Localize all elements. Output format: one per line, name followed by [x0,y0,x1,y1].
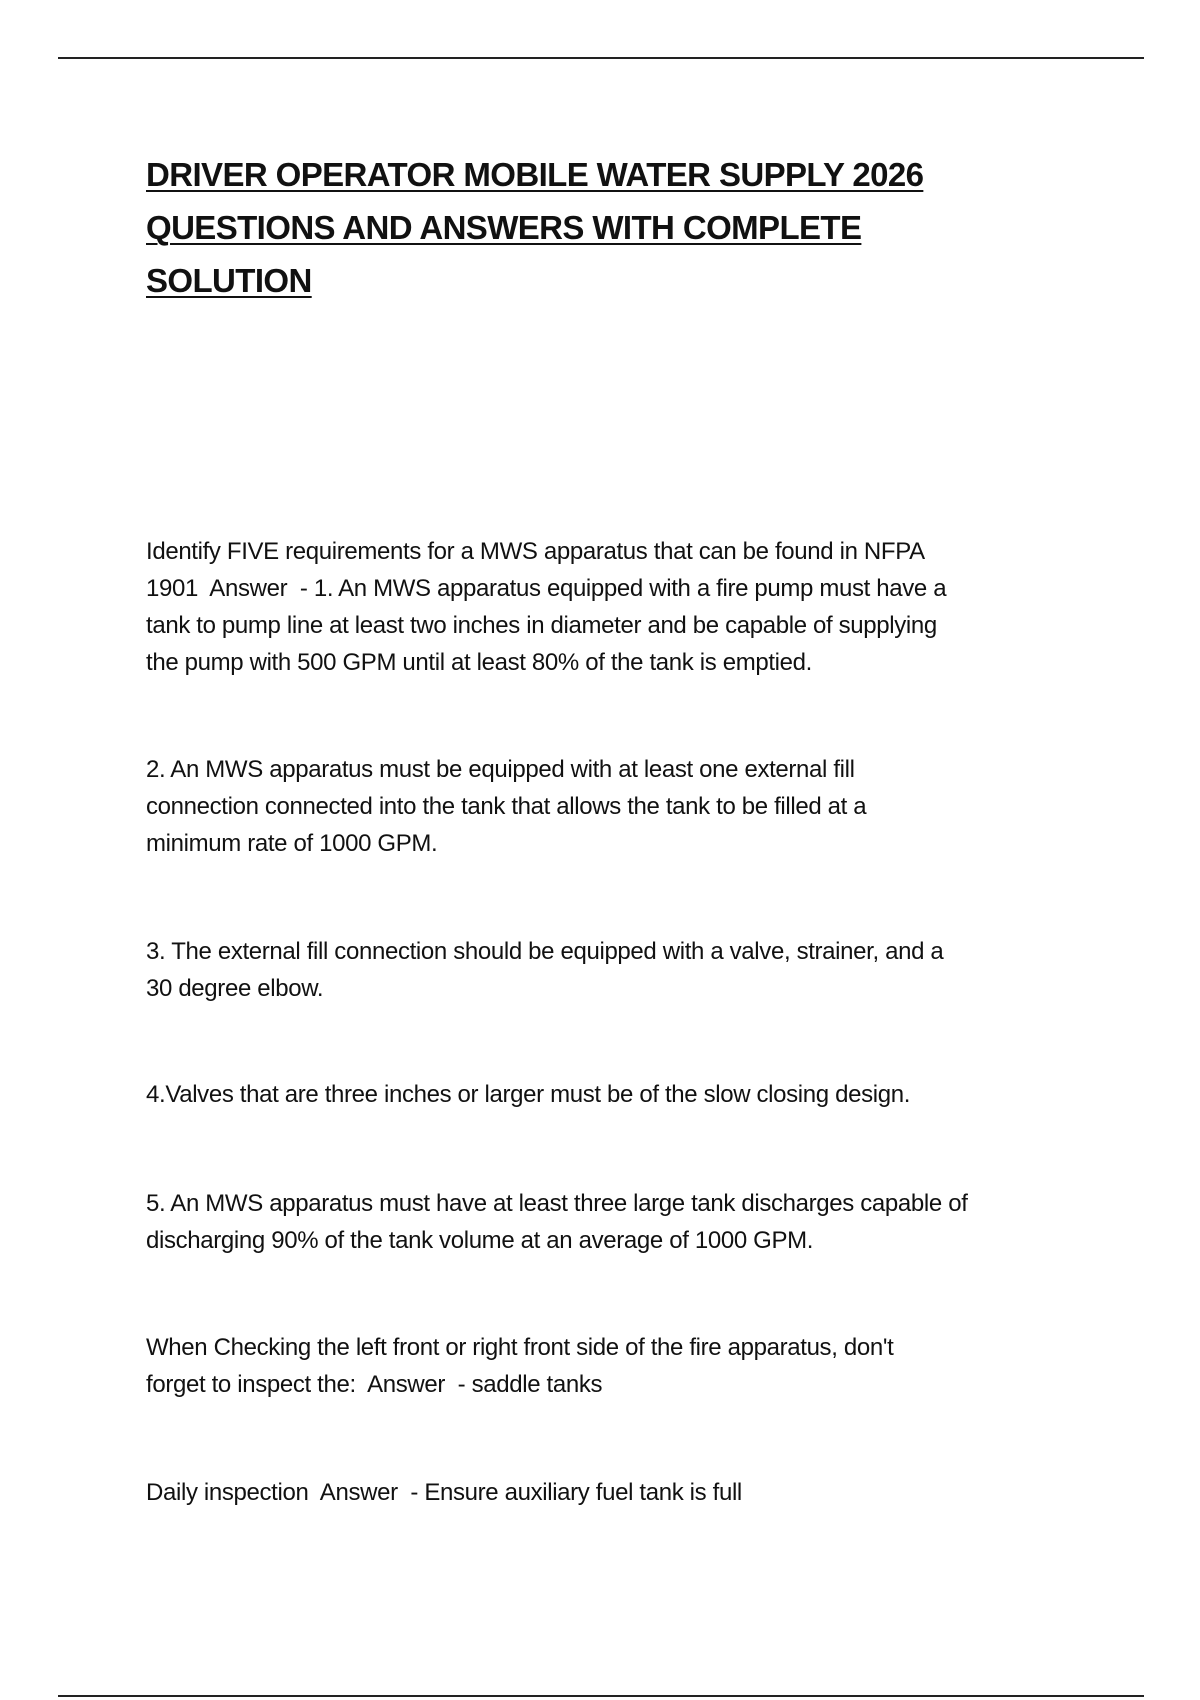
text-line: forget to inspect the: Answer - saddle tanks [146,1371,603,1398]
title-line: DRIVER OPERATOR MOBILE WATER SUPPLY 2026 [146,156,924,193]
title-line: SOLUTION [146,262,312,299]
text-line: the pump with 500 GPM until at least 80% of the tank is emptied. [146,649,812,676]
text-line: 4.Valves that are three inches or larger must be of the slow closing design. [146,1081,911,1108]
top-rule [58,57,1144,59]
text-line: 1901 Answer - 1. An MWS apparatus equipped with a fire pump must have a [146,575,947,602]
bottom-rule [58,1695,1144,1697]
text-line: 5. An MWS apparatus must have at least three large tank discharges capable of [146,1190,968,1217]
text-line: 2. An MWS apparatus must be equipped with at least one external fill [146,756,855,783]
question-five-requirements [146,533,1066,681]
title-line: QUESTIONS AND ANSWERS WITH COMPLETE [146,209,862,246]
question-daily-inspection [146,1474,1066,1511]
answer-item-5 [146,1185,1066,1259]
text-line: Identify FIVE requirements for a MWS apparatus that can be found in NFPA [146,538,925,565]
answer-item-2 [146,751,1066,862]
text-line: Daily inspection Answer - Ensure auxiliary fuel tank is full [146,1479,742,1506]
document-title [146,148,1046,307]
text-line: discharging 90% of the tank volume at an average of 1000 GPM. [146,1227,814,1254]
text-line: 3. The external fill connection should be equipped with a valve, strainer, and a [146,938,944,965]
text-line: tank to pump line at least two inches in diameter and be capable of supplying [146,612,937,639]
answer-item-3 [146,933,1066,1007]
text-line: 30 degree elbow. [146,975,324,1002]
answer-item-4 [146,1076,1066,1113]
text-line: minimum rate of 1000 GPM. [146,830,438,857]
text-line: When Checking the left front or right front side of the fire apparatus, don't [146,1334,894,1361]
text-line: connection connected into the tank that allows the tank to be filled at a [146,793,867,820]
question-left-right-front-side [146,1329,1066,1403]
